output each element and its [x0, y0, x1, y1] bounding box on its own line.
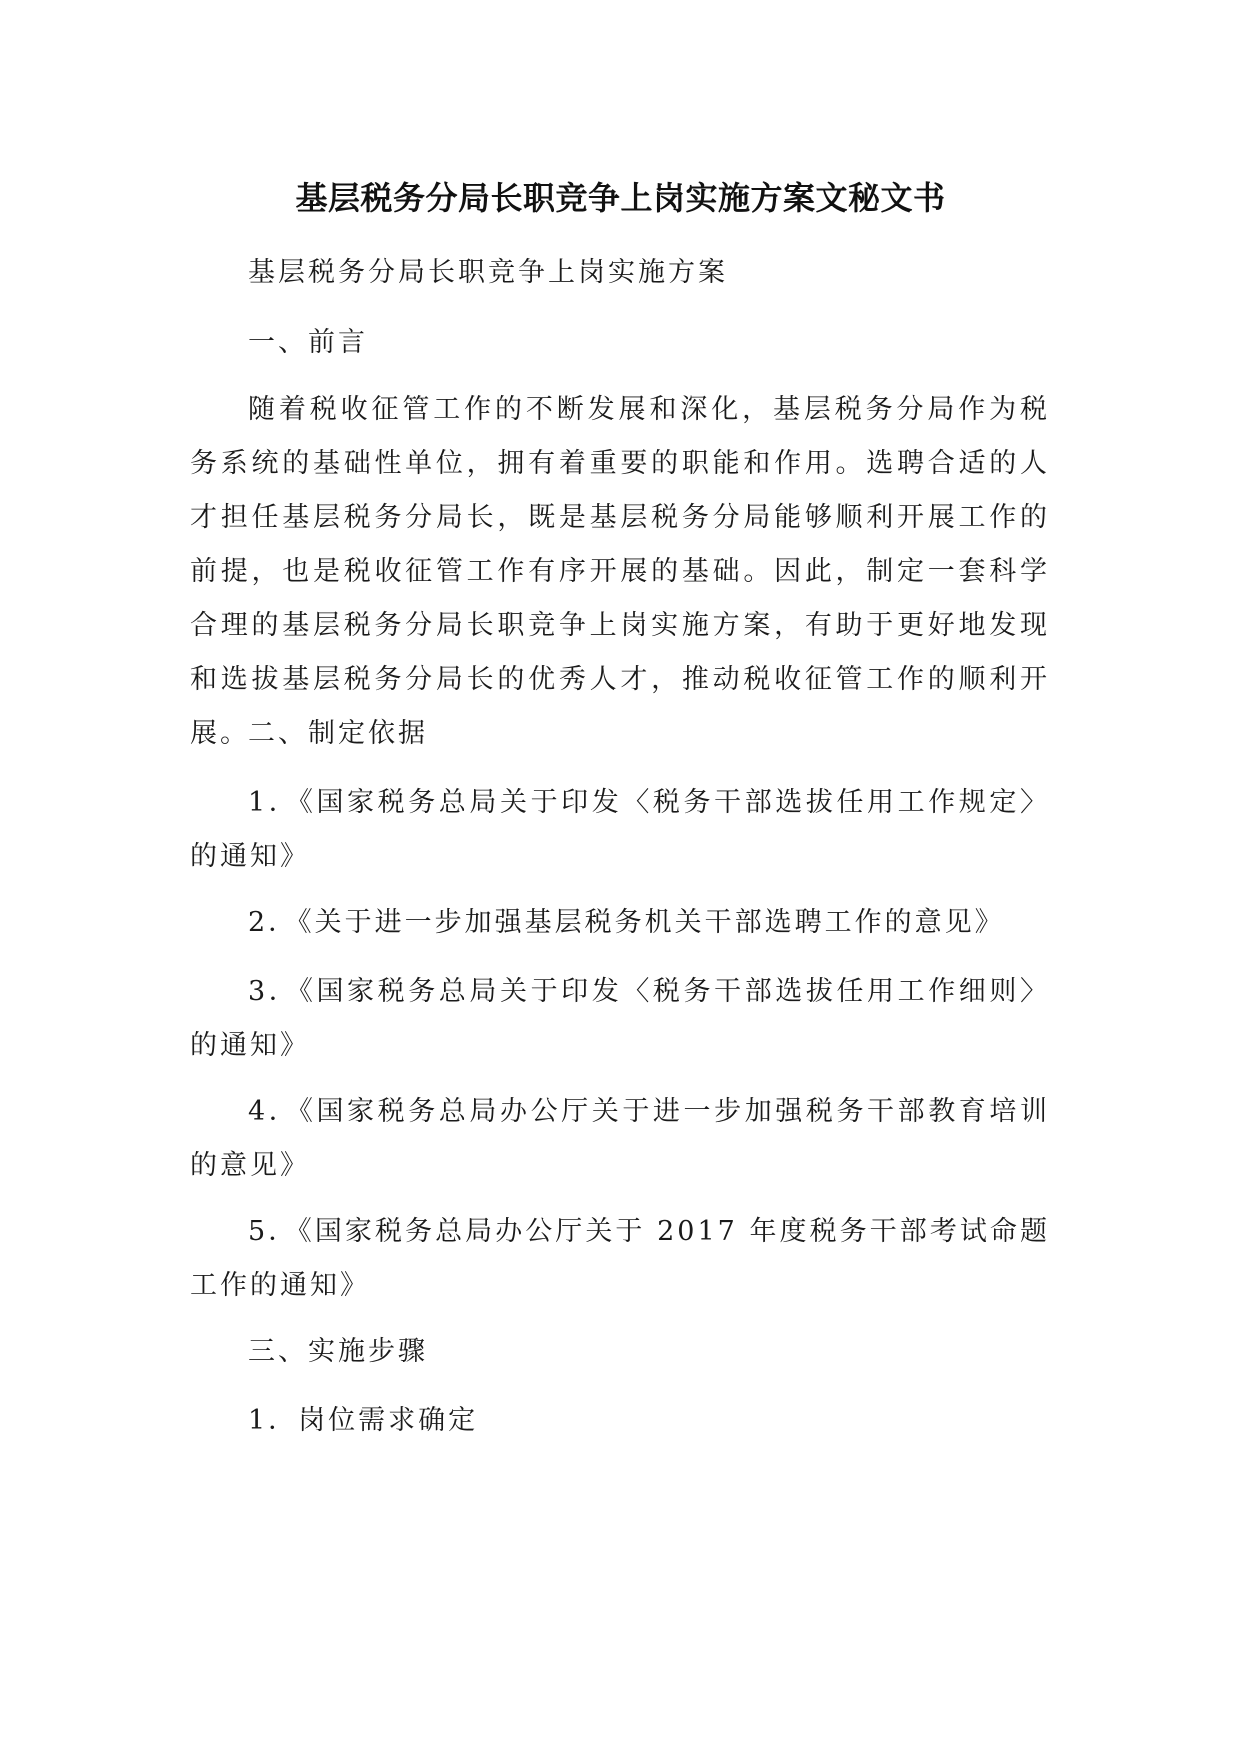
document-subtitle: 基层税务分局长职竞争上岗实施方案	[248, 257, 728, 288]
basis-item-5: 5．《国家税务总局办公厅关于 2017 年度税务干部考试命题工作的通知》	[190, 1216, 1050, 1301]
steps-heading: 三、实施步骤	[248, 1336, 428, 1367]
basis-item-1: 1．《国家税务总局关于印发〈税务干部选拔任用工作规定〉的通知》	[190, 787, 1050, 872]
steps-item-1: 1．岗位需求确定	[248, 1405, 479, 1436]
basis-item-3: 3．《国家税务总局关于印发〈税务干部选拔任用工作细则〉的通知》	[190, 976, 1050, 1061]
document-title: 基层税务分局长职竞争上岗实施方案文秘文书	[295, 179, 946, 217]
preface-paragraph: 随着税收征管工作的不断发展和深化，基层税务分局作为税务系统的基础性单位，拥有着重要的职能和作用。选聘合适的人才担任基层税务分局长，既是基层税务分局能够顺利开展工作的前提，也是税收征管工作有序开展的基础。因此，制定一套科学合理的基层税务分局长职竞争上岗实施方案，有助于更好地发现和选拔基层税务分局长的优秀人才，推动税收征管工作的顺利开展。	[190, 394, 1050, 749]
basis-item-2: 2．《关于进一步加强基层税务机关干部选聘工作的意见》	[248, 907, 1005, 938]
basis-item-4: 4．《国家税务总局办公厅关于进一步加强税务干部教育培训的意见》	[190, 1096, 1050, 1181]
basis-heading: 二、制定依据	[248, 718, 428, 749]
preface-heading: 一、前言	[248, 327, 368, 358]
